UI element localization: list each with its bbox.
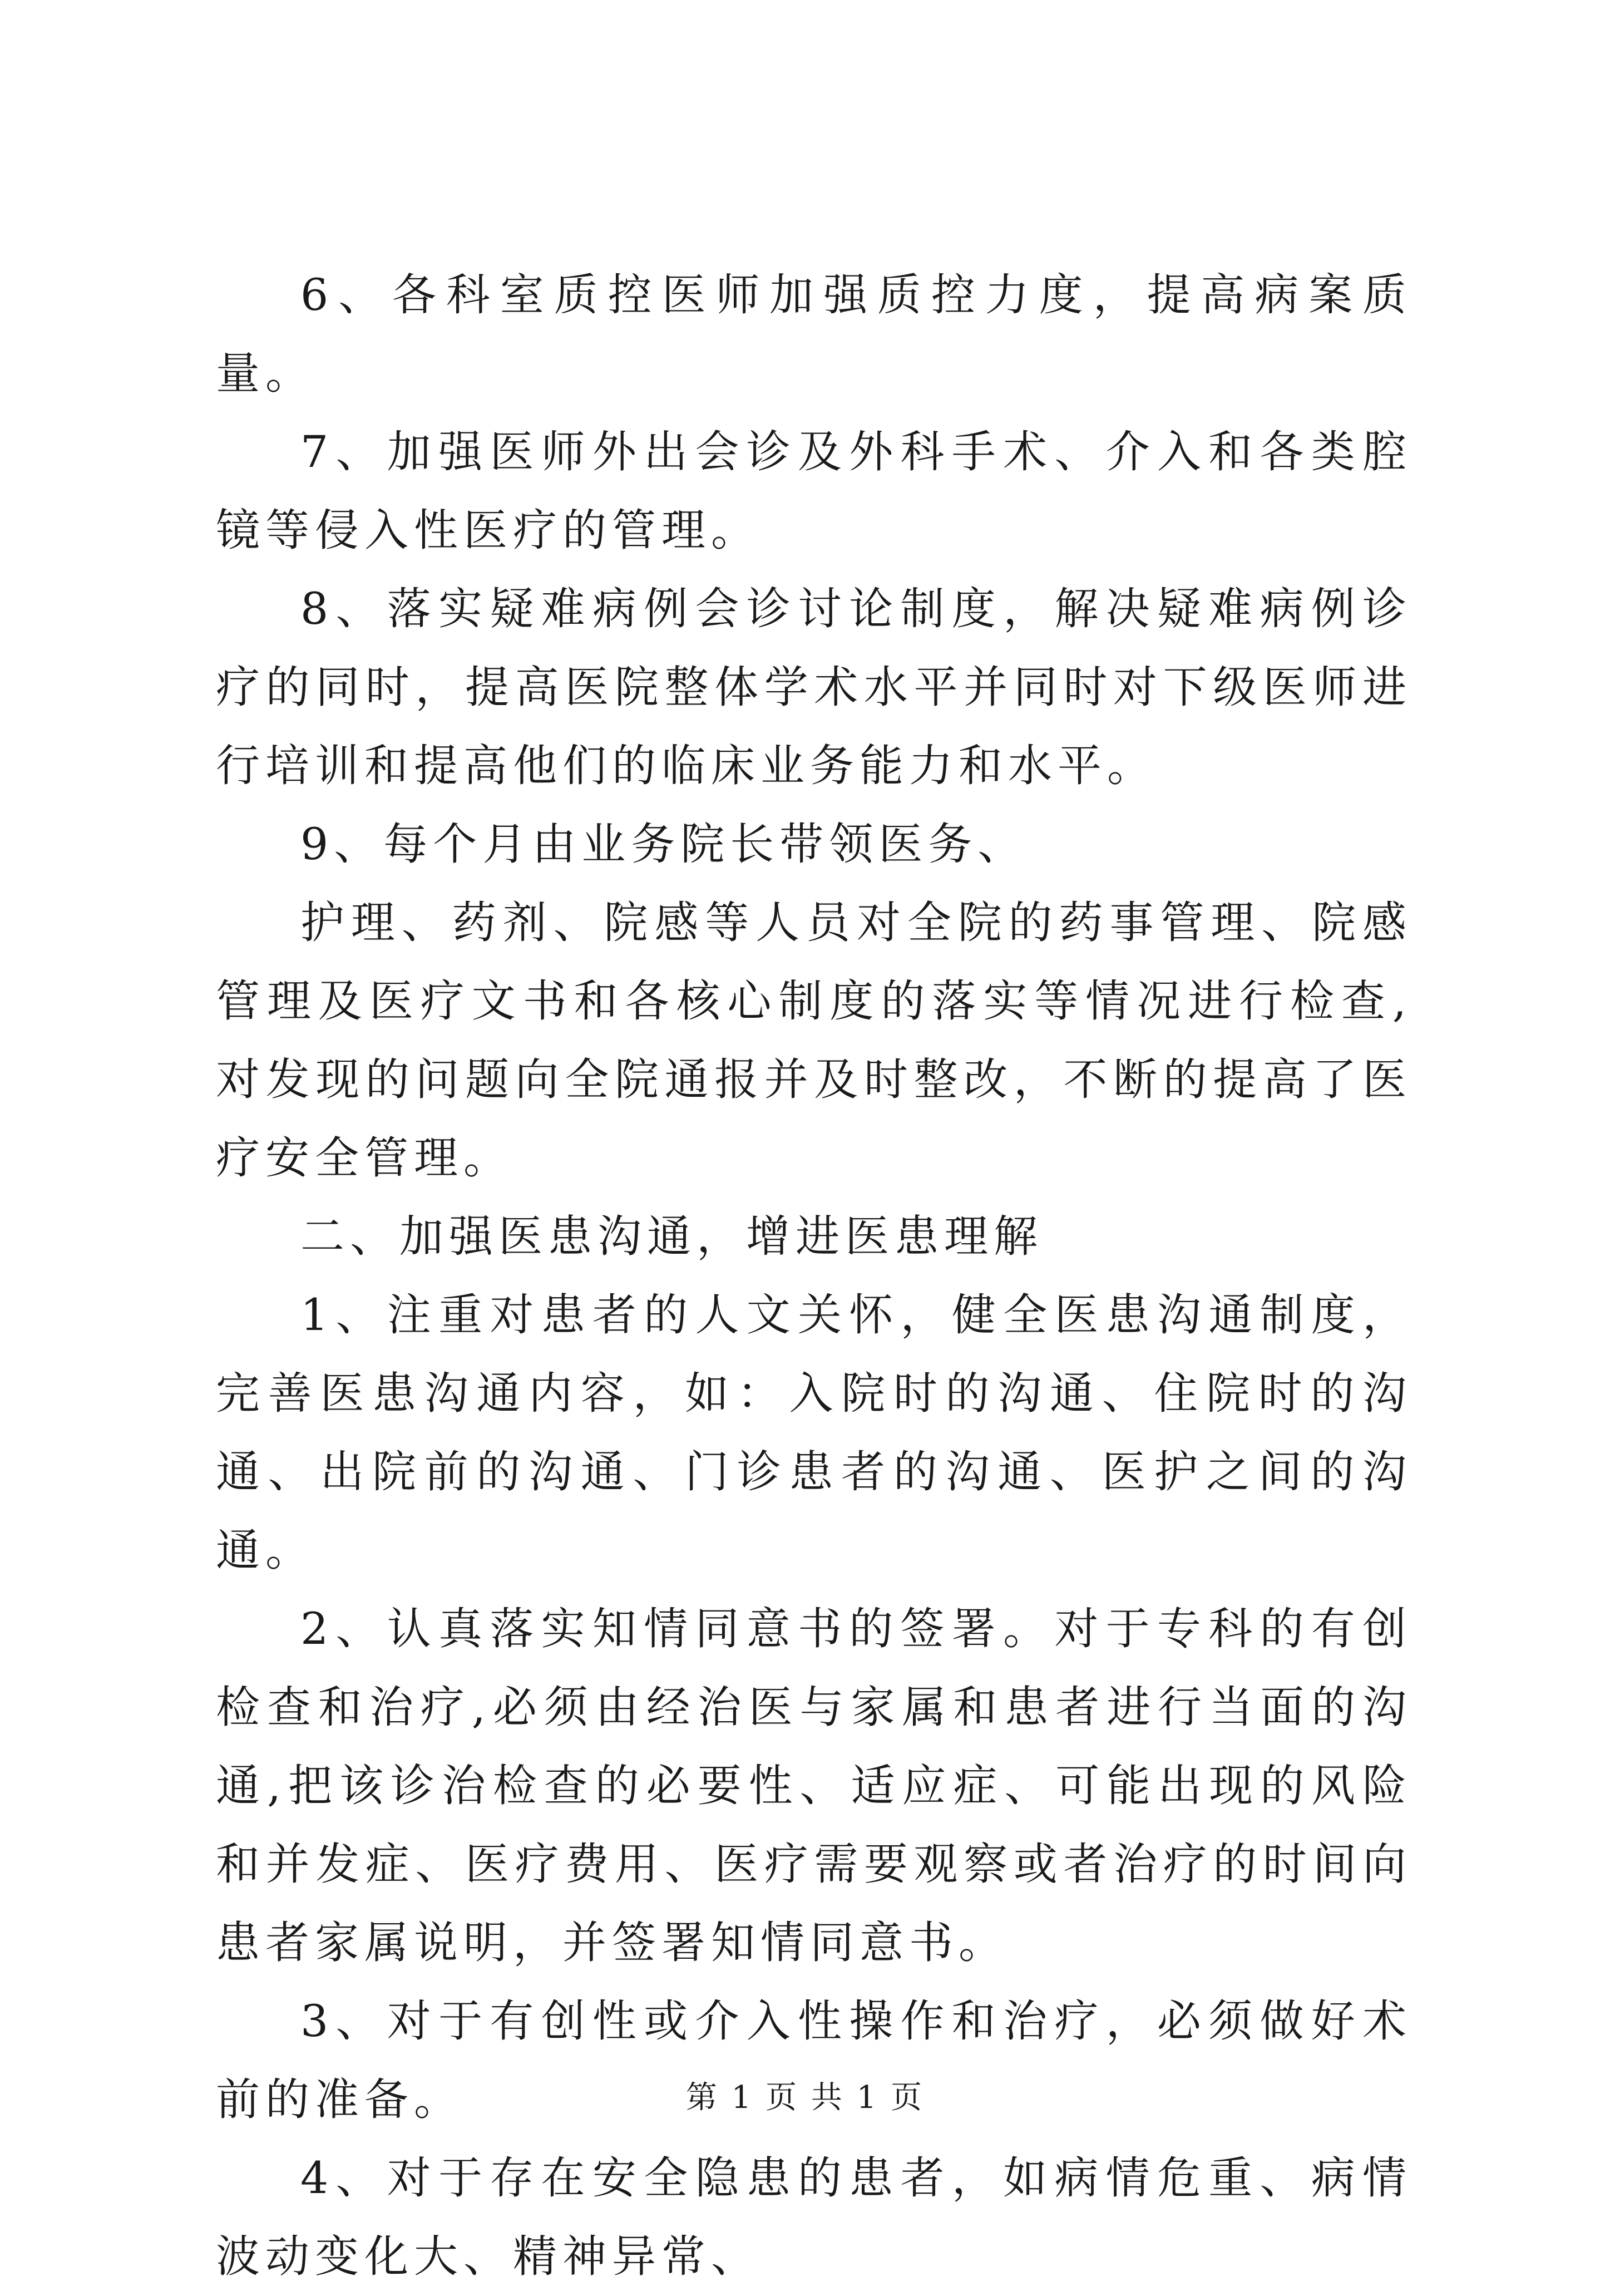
paragraph-item-3: 3、对于有创性或介入性操作和治疗，必须做好术前的准备。: [216, 1996, 1412, 2125]
paragraph-item-7: 7、加强医师外出会诊及外科手术、介入和各类腔镜等侵入性医疗的管理。: [216, 426, 1412, 556]
paragraph-item-8: 8、落实疑难病例会诊讨论制度，解决疑难病例诊疗的同时，提高医院整体学术水平并同时对下级医师进行培训和提高他们的临床业务能力和水平。: [216, 583, 1412, 791]
paragraph-item-9: 9、每个月由业务院长带领医务、: [300, 819, 1028, 870]
page-footer: 第 1 页 共 1 页: [685, 2080, 925, 2116]
paragraph-item-6: 6、各科室质控医师加强质控力度，提高病案质量。: [216, 269, 1412, 399]
document-body: [216, 256, 1412, 2296]
paragraph-item-9-continued: 护理、药剂、院感等人员对全院的药事管理、院感管理及医疗文书和各核心制度的落实等情况进行检查,对发现的问题向全院通报并及时整改，不断的提高了医疗安全管理。: [216, 897, 1412, 1184]
section-heading: 二、加强医患沟通，增进医患理解: [300, 1211, 1043, 1262]
paragraph-item-1: 1、注重对患者的人文关怀，健全医患沟通制度，完善医患沟通内容，如：入院时的沟通、住院时的沟通、出院前的沟通、门诊患者的沟通、医护之间的沟通。: [216, 1289, 1412, 1576]
paragraph-item-2: 2、认真落实知情同意书的签署。对于专科的有创检查和治疗,必须由经治医与家属和患者进行当面的沟通,把该诊治检查的必要性、适应症、可能出现的风险和并发症、医疗费用、医疗需要观察或者治疗的时间向患者家属说明，并签署知情同意书。: [216, 1603, 1412, 1968]
paragraph-item-4: 4、对于存在安全隐患的患者，如病情危重、病情波动变化大、精神异常、: [216, 2152, 1412, 2282]
